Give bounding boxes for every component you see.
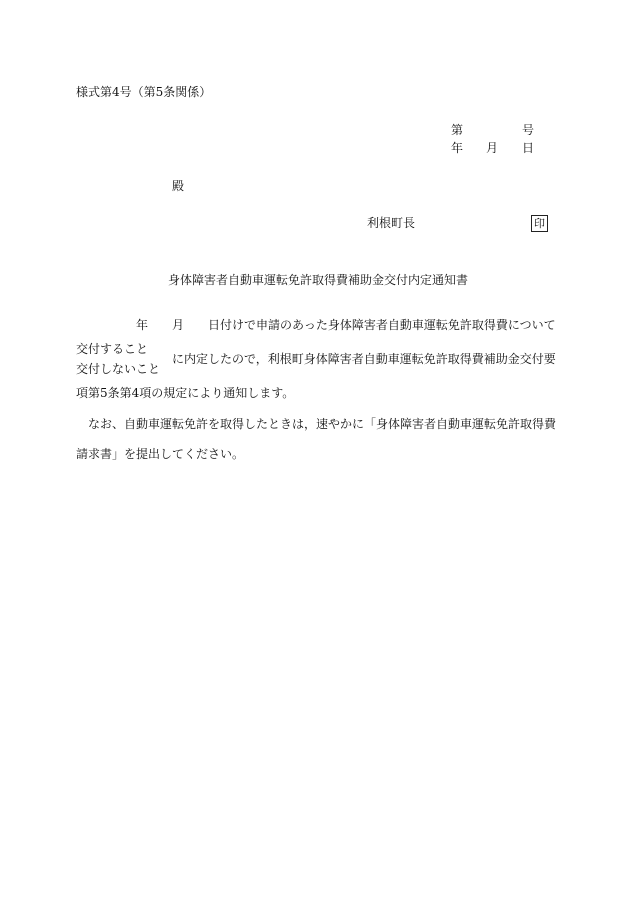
body-line-2: に内定したので，利根町身体障害者自動車運転免許取得費補助金交付要 — [172, 352, 556, 366]
header-date-day: 日 — [522, 141, 535, 155]
form-number: 様式第4号（第5条関係） — [76, 85, 212, 99]
body-year-label: 年 — [136, 318, 149, 332]
choice-grant: 交付すること — [76, 342, 149, 356]
addressee-honorific: 殿 — [172, 179, 185, 193]
body-line-4: なお、自動車運転免許を取得したときは，速やかに「身体障害者自動車運転免許取得費 — [88, 417, 557, 431]
seal-mark: 印 — [531, 215, 548, 232]
header-date-year: 年 — [451, 141, 464, 155]
body-line-5: 請求書」を提出してください。 — [76, 447, 245, 461]
body-line-1: 日付けで申請のあった身体障害者自動車運転免許取得費について — [208, 318, 556, 332]
issuer-name: 利根町長 — [367, 216, 416, 230]
body-month-label: 月 — [172, 318, 185, 332]
choice-no-grant: 交付しないこと — [76, 362, 161, 376]
header-date-month: 月 — [486, 141, 499, 155]
body-line-3: 項第5条第4項の規定により通知します。 — [76, 386, 295, 400]
doc-number-go: 号 — [522, 123, 535, 137]
document-title: 身体障害者自動車運転免許取得費補助金交付内定通知書 — [168, 273, 469, 287]
doc-number-dai: 第 — [451, 123, 464, 137]
